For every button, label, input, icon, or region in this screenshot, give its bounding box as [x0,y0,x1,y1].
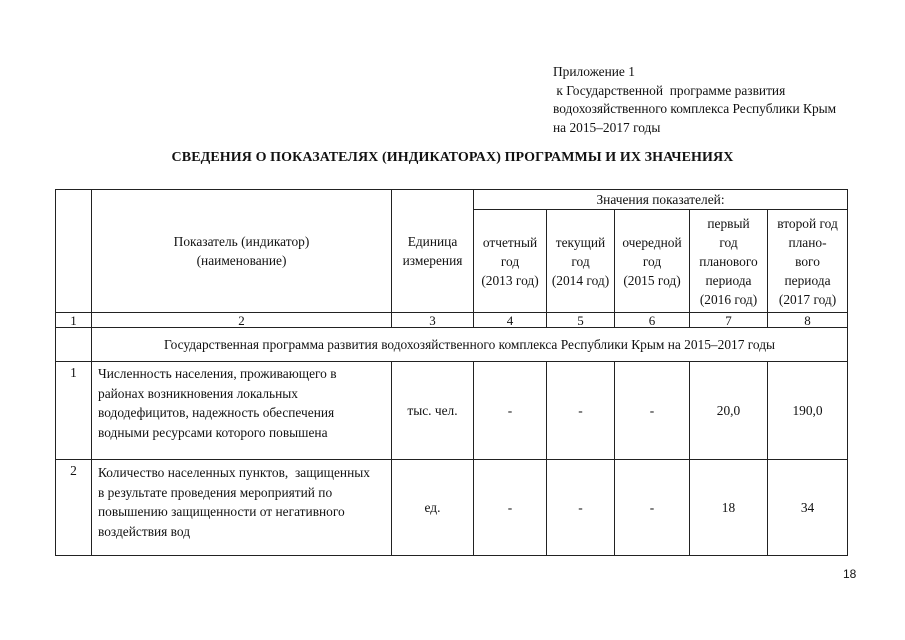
unit-cell: тыс. чел. [392,362,474,460]
header-unit-line: Единица [407,234,458,249]
indicator-name [92,362,392,460]
indicator-name-line: в результате проведения мероприятий по [98,484,333,500]
header-col-line: отчетный [482,234,538,250]
appendix-line: на 2015–2017 годы [553,119,661,135]
section-title: Государственная программа развития водохозяйственного комплекса Республики Крым на 2015–2017 годы [92,328,848,362]
indicator-name-line: районах возникновения локальных [98,385,298,401]
header-indicator-line: Показатель (индикатор) [173,234,310,249]
column-number: 6 [615,313,690,328]
header-col-line: год [500,253,520,269]
value-2015: - [615,362,690,460]
column-number: 7 [690,313,768,328]
header-col-line: первый [707,215,750,231]
indicator-name-line: воздействия вод [98,523,191,539]
column-number: 8 [768,313,848,328]
value-2017: 190,0 [768,362,848,460]
appendix-block [553,63,836,137]
header-values-group: Значения показателей: [474,190,848,210]
header-col-line: (2017 год) [778,291,837,307]
indicator-name-line: водными ресурсами которого повышена [98,424,328,440]
header-unit-line: измерения [402,253,463,268]
value-2015: - [615,460,690,556]
value-2013: - [474,460,547,556]
page-number: 18 [843,567,857,581]
header-index-cell [56,190,92,313]
indicators-table [55,189,848,556]
appendix-line: Приложение 1 [553,64,635,79]
header-col-line: периода [705,272,752,288]
header-col-line: вого [795,253,820,269]
header-col-2013 [474,210,547,313]
header-col-line: (2013 год) [481,272,539,288]
indicator-name-line: вододефицитов, надежность обеспечения [98,405,335,420]
header-col-line: второй год [777,215,838,231]
header-indicator-line: (наименование) [196,253,287,268]
indicator-name-line: повышению защищенности от негативного [98,504,345,519]
value-2013: - [474,362,547,460]
header-col-2017 [768,210,848,313]
header-col-line: год [719,234,738,250]
header-col-line: (2014 год) [551,272,610,288]
header-unit [392,190,474,313]
section-index-cell [56,328,92,362]
value-2016: 18 [690,460,768,556]
unit-cell: ед. [392,460,474,556]
column-number: 4 [474,313,547,328]
section-row [56,328,848,362]
header-col-line: очередной [622,234,682,250]
table-row [56,460,848,556]
column-number: 2 [92,313,392,328]
value-2014: - [547,460,615,556]
table-row [56,362,848,460]
indicator-name [92,460,392,556]
document-title: СВЕДЕНИЯ О ПОКАЗАТЕЛЯХ (ИНДИКАТОРАХ) ПРОГРАММЫ И ИХ ЗНАЧЕНИЯХ [171,150,734,165]
row-number: 2 [56,460,92,556]
column-number: 3 [392,313,474,328]
header-col-2016 [690,210,768,313]
header-col-line: текущий [555,234,606,250]
header-col-line: год [571,253,590,269]
header-col-2015 [615,210,690,313]
indicator-name-line: Количество населенных пунктов, защищенных [98,465,370,480]
header-col-2014 [547,210,615,313]
row-number: 1 [56,362,92,460]
header-col-line: планового [699,253,758,269]
header-col-line: плано- [788,234,827,250]
value-2017: 34 [768,460,848,556]
column-number: 5 [547,313,615,328]
value-2016: 20,0 [690,362,768,460]
header-col-line: (2016 год) [699,291,758,307]
header-col-line: (2015 год) [623,272,681,288]
value-2014: - [547,362,615,460]
header-indicator [92,190,392,313]
header-col-line: год [642,253,662,269]
appendix-line: водохозяйственного комплекса Республики Крым [553,101,837,117]
column-number-row [56,313,848,328]
indicator-name-line: Численность населения, проживающего в [98,366,337,381]
header-col-line: периода [784,272,831,288]
column-number: 1 [56,313,92,328]
appendix-line: к Государственной программе развития [553,82,786,98]
